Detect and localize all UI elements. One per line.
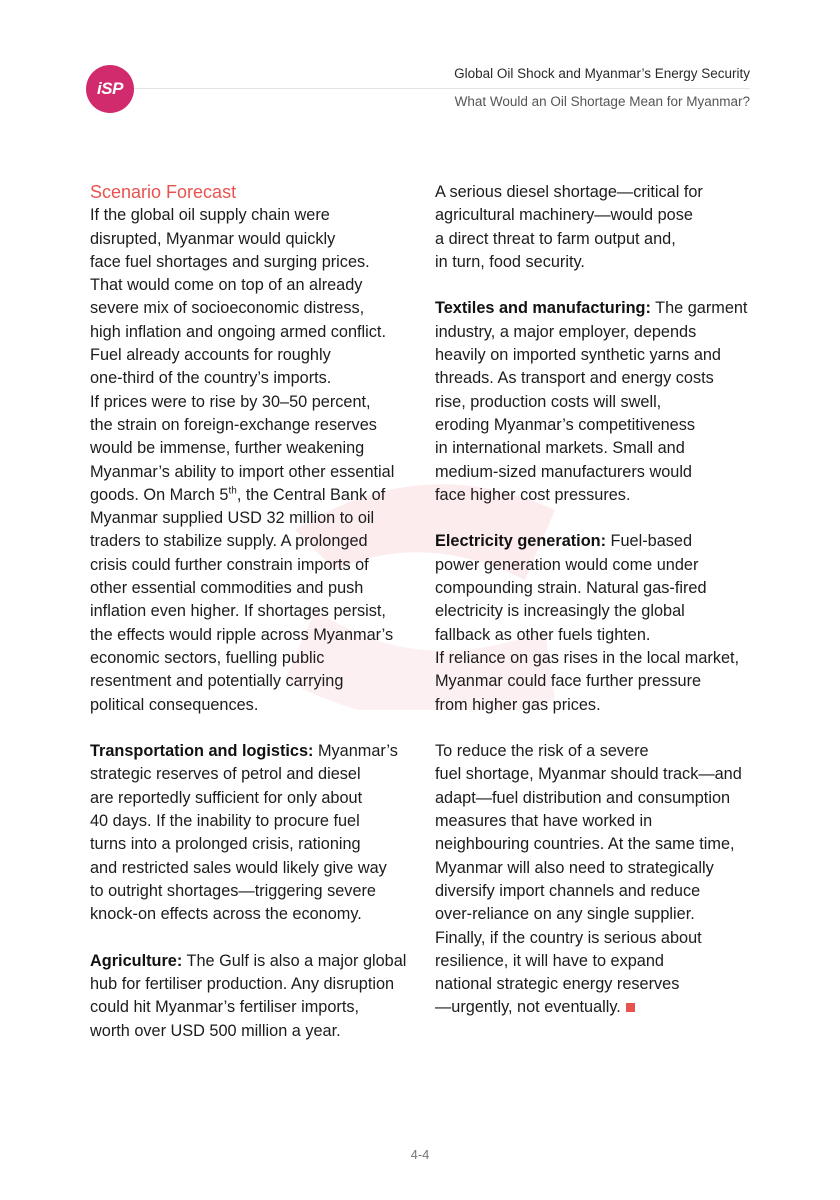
- header-title: Global Oil Shock and Myanmar’s Energy Security: [454, 66, 750, 81]
- text-line: If reliance on gas rises in the local market,: [435, 648, 740, 667]
- textiles-paragraph: [435, 297, 760, 507]
- text-line: rise, production costs will swell,: [435, 392, 662, 411]
- text-line: Finally, if the country is serious about: [435, 928, 702, 947]
- text-line: crisis could further constrain imports of: [90, 555, 369, 574]
- text-line: heavily on imported synthetic yarns and: [435, 346, 721, 365]
- text-fragment: , the Central Bank of: [236, 485, 386, 504]
- page-number: 4-4: [410, 1147, 430, 1162]
- text-line: severe mix of socioeconomic distress,: [90, 299, 365, 318]
- paragraph-lead: Textiles and manufacturing:: [435, 299, 651, 318]
- text-fragment: The garment: [650, 299, 748, 318]
- text-line: [435, 996, 760, 1019]
- text-line: measures that have worked in: [435, 812, 653, 831]
- text-line: agricultural machinery—would pose: [435, 206, 693, 225]
- text-line: high inflation and ongoing armed conflict.: [90, 322, 386, 341]
- text-line: A serious diesel shortage—critical for: [435, 183, 703, 201]
- right-column: [435, 181, 760, 1043]
- text-line: medium-sized manufacturers would: [435, 462, 692, 481]
- text-line: Myanmar’s ability to import other essential: [90, 462, 395, 481]
- text-line: worth over USD 500 million a year.: [90, 1021, 341, 1040]
- text-fragment: —urgently, not eventually.: [435, 998, 621, 1017]
- text-line: would be immense, further weakening: [90, 439, 365, 458]
- text-line: in international markets. Small and: [435, 439, 685, 458]
- text-fragment: Fuel-based: [606, 532, 692, 551]
- paragraph-lead: Electricity generation:: [435, 532, 607, 551]
- text-line: adapt—fuel distribution and consumption: [435, 788, 731, 807]
- text-line: face fuel shortages and surging prices.: [90, 252, 370, 271]
- text-line: eroding Myanmar’s competitiveness: [435, 415, 696, 434]
- header-subtitle: What Would an Oil Shortage Mean for Myanmar?: [454, 94, 750, 109]
- text-line: neighbouring countries. At the same time,: [435, 835, 735, 854]
- text-line: If the global oil supply chain were: [90, 206, 330, 225]
- text-line: turns into a prolonged crisis, rationing: [90, 835, 361, 854]
- text-line: from higher gas prices.: [435, 695, 601, 714]
- electricity-paragraph: [435, 530, 760, 716]
- text-line: Fuel already accounts for roughly: [90, 346, 331, 365]
- text-line: fallback as other fuels tighten.: [435, 625, 651, 644]
- text-fragment: The Gulf is also a major global: [182, 951, 407, 970]
- text-fragment: Myanmar’s: [313, 742, 398, 761]
- text-line: over-reliance on any single supplier.: [435, 905, 695, 924]
- section-title: Scenario Forecast: [90, 182, 237, 202]
- text-line: to outright shortages—triggering severe: [90, 881, 376, 900]
- text-line: the strain on foreign-exchange reserves: [90, 415, 377, 434]
- text-line: Myanmar supplied USD 32 million to oil: [90, 509, 375, 528]
- text-line: resilience, it will have to expand: [435, 951, 664, 970]
- text-line: [90, 740, 415, 763]
- text-line: resentment and potentially carrying: [90, 672, 344, 691]
- left-column: [90, 181, 415, 1066]
- text-line: Myanmar will also need to strategically: [435, 858, 714, 877]
- text-line: compounding strain. Natural gas-fired: [435, 579, 707, 598]
- text-line: hub for fertiliser production. Any disruption: [90, 975, 395, 994]
- text-line: political consequences.: [90, 695, 259, 714]
- text-line: are reportedly sufficient for only about: [90, 788, 363, 807]
- isp-logo-icon: [86, 65, 134, 113]
- text-line: industry, a major employer, depends: [435, 322, 697, 341]
- superscript: th: [228, 485, 237, 497]
- text-line: could hit Myanmar’s fertiliser imports,: [90, 998, 360, 1017]
- text-line: a direct threat to farm output and,: [435, 229, 676, 248]
- text-line: face higher cost pressures.: [435, 485, 631, 504]
- text-line: inflation even higher. If shortages persist,: [90, 602, 386, 621]
- text-line: other essential commodities and push: [90, 579, 364, 598]
- text-line: [90, 484, 415, 507]
- text-line: Myanmar could face further pressure: [435, 672, 702, 691]
- text-line: disrupted, Myanmar would quickly: [90, 229, 336, 248]
- text-line: the effects would ripple across Myanmar’s: [90, 625, 394, 644]
- text-line: and restricted sales would likely give way: [90, 858, 387, 877]
- text-line: threads. As transport and energy costs: [435, 369, 714, 388]
- paragraph-lead: Transportation and logistics:: [90, 742, 314, 761]
- header-divider: [134, 88, 750, 89]
- text-line: To reduce the risk of a severe: [435, 742, 649, 761]
- conclusion-paragraph: [435, 740, 760, 1020]
- text-line: traders to stabilize supply. A prolonged: [90, 532, 368, 551]
- text-line: in turn, food security.: [435, 252, 585, 271]
- text-line: power generation would come under: [435, 555, 699, 574]
- diesel-paragraph: [435, 181, 760, 274]
- text-line: diversify import channels and reduce: [435, 881, 701, 900]
- text-line: economic sectors, fuelling public: [90, 648, 325, 667]
- text-line: [435, 530, 760, 553]
- text-line: national strategic energy reserves: [435, 975, 680, 994]
- text-line: If prices were to rise by 30–50 percent,: [90, 392, 371, 411]
- end-square-icon: [626, 1003, 635, 1012]
- text-line: [435, 297, 760, 320]
- text-line: electricity is increasingly the global: [435, 602, 685, 621]
- text-line: knock-on effects across the economy.: [90, 905, 362, 924]
- text-line: [90, 950, 415, 973]
- text-line: That would come on top of an already: [90, 276, 363, 295]
- text-line: one-third of the country’s imports.: [90, 369, 332, 388]
- logo-text: iSP: [97, 79, 123, 98]
- transportation-paragraph: [90, 740, 415, 926]
- scenario-paragraph: [90, 204, 415, 717]
- paragraph-lead: Agriculture:: [90, 951, 183, 970]
- text-line: 40 days. If the inability to procure fuel: [90, 812, 360, 831]
- text-line: strategic reserves of petrol and diesel: [90, 765, 361, 784]
- agriculture-paragraph: [90, 950, 415, 1043]
- text-line: fuel shortage, Myanmar should track—and: [435, 765, 742, 784]
- text-fragment: goods. On March 5: [90, 485, 229, 504]
